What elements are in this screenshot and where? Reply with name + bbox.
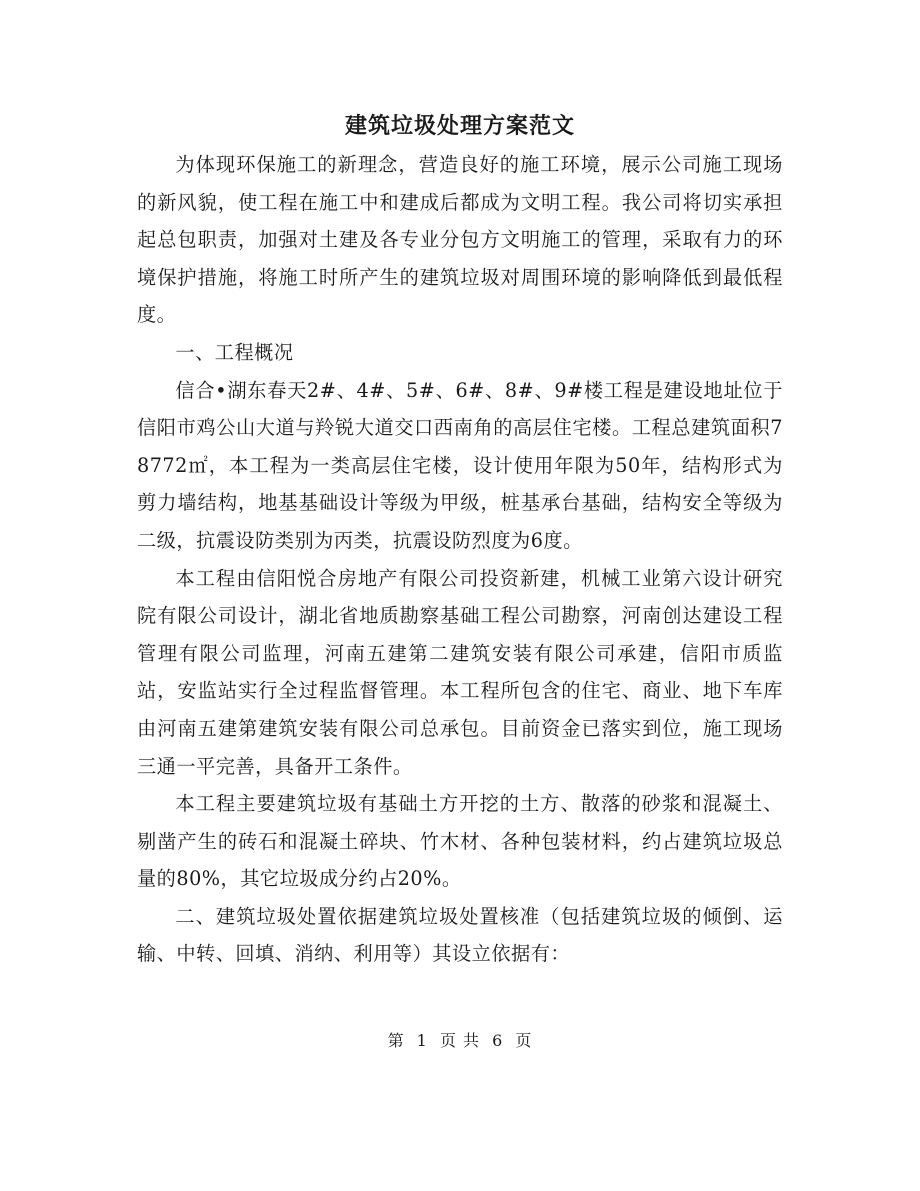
document-title: 建筑垃圾处理方案范文 bbox=[344, 113, 575, 139]
footer-suffix: 页 bbox=[515, 1031, 533, 1050]
project-parties-paragraph: 本工程由信阳悦合房地产有限公司投资新建，机械工业第六设计研究院有限公司设计，湖北省地质勘察基础工程公司勘察，河南创达建设工程管理有限公司监理，河南五建第二建筑安装有限公司承建，信阳市质监站，安监站实行全过程监督管理。本工程所包含的住宅、商业、地下车库由河南五建第建筑安装有限公司总承包。目前资金已落实到位，施工现场三通一平完善，具备开工条件。 bbox=[137, 566, 783, 778]
footer-middle: 页 共 bbox=[439, 1031, 481, 1050]
project-description-paragraph: 信合•湖东春天2#、4#、5#、6#、8#、9#楼工程是建设地址位于信阳市鸡公山大道与羚锐大道交口西南角的高层住宅楼。工程总建筑面积78772㎡，本工程为一类高层住宅楼，设计使用年限为50年，结构形式为剪力墙结构，地基基础设计等级为甲级，桩基承台基础，结构安全等级为二级，抗震设防类别为丙类，抗震设防烈度为6度。 bbox=[137, 378, 783, 552]
page-footer bbox=[0, 1028, 920, 1051]
waste-composition-paragraph: 本工程主要建筑垃圾有基础土方开挖的土方、散落的砂浆和混凝土、剔凿产生的砖石和混凝土碎块、竹木材、各种包装材料，约占建筑垃圾总量的80%，其它垃圾成分约占20%。 bbox=[137, 792, 783, 891]
footer-page-number: 1 bbox=[416, 1031, 428, 1050]
intro-paragraph: 为体现环保施工的新理念，营造良好的施工环境，展示公司施工现场的新风貌，使工程在施工中和建成后都成为文明工程。我公司将切实承担起总包职责，加强对土建及各专业分包方文明施工的管理，采取有力的环境保护措施，将施工时所产生的建筑垃圾对周围环境的影响降低到最低程度。 bbox=[137, 153, 783, 327]
section-heading-disposal-basis: 二、建筑垃圾处置依据建筑垃圾处置核准（包括建筑垃圾的倾倒、运输、中转、回填、消纳、利用等）其设立依据有： bbox=[137, 904, 783, 966]
footer-prefix: 第 bbox=[387, 1031, 405, 1050]
document-body bbox=[137, 146, 783, 973]
footer-total-pages: 6 bbox=[492, 1031, 504, 1050]
section-heading-project-overview: 一、工程概况 bbox=[175, 340, 294, 364]
